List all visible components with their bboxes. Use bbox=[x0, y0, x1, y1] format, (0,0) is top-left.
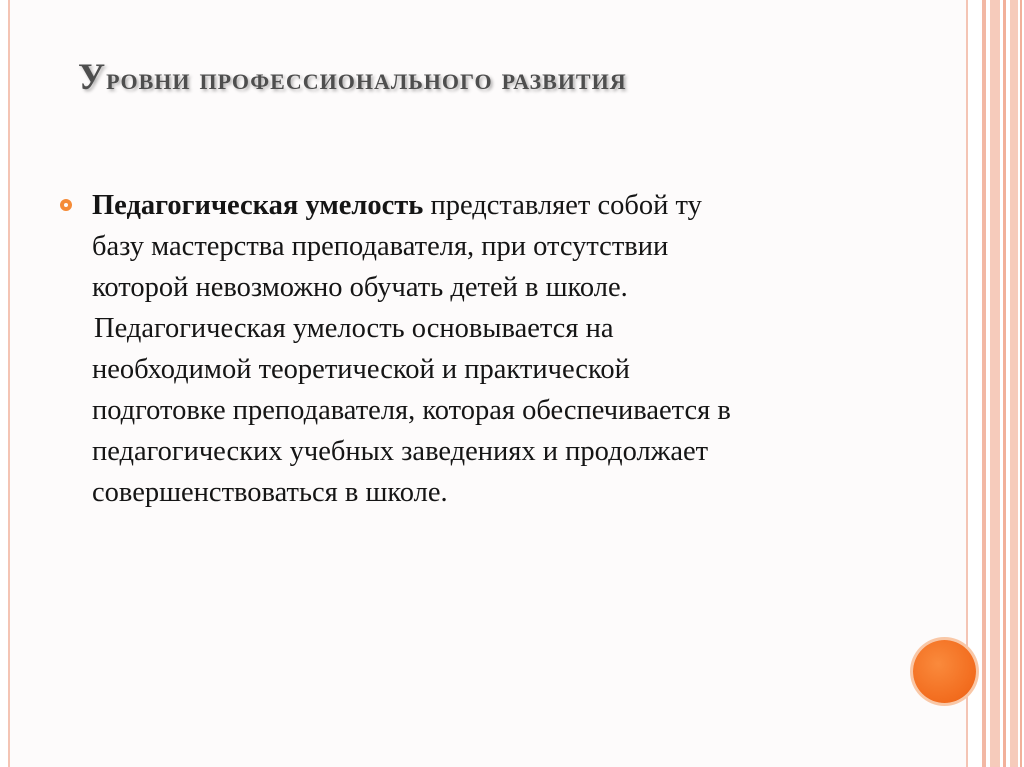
decor-stripe bbox=[990, 0, 1000, 767]
slide-title bbox=[78, 56, 938, 99]
decor-stripe bbox=[1010, 0, 1018, 767]
bullet-bold-term: Педагогическая умелость bbox=[92, 190, 424, 221]
bullet-line bbox=[92, 185, 892, 226]
bullet-line: необходимой теоретической и практической bbox=[92, 354, 630, 385]
decorative-orange-circle bbox=[913, 640, 976, 703]
bullet-ring-icon bbox=[60, 199, 72, 211]
bullet-line: которой невозможно обучать детей в школе. bbox=[92, 272, 628, 303]
bullet-line: Педагогическая умелость основывается на bbox=[94, 313, 614, 344]
bullet-line: базу мастерства преподавателя, при отсутствии bbox=[92, 231, 669, 262]
decor-stripe bbox=[1020, 0, 1022, 767]
decor-stripe bbox=[1003, 0, 1006, 767]
decor-stripe bbox=[982, 0, 986, 767]
bullet-text bbox=[92, 185, 892, 513]
bullet-line: педагогических учебных заведениях и продолжает bbox=[92, 436, 709, 467]
bullet-line: совершенствоваться в школе. bbox=[92, 477, 448, 508]
slide-title-rest: ровни профессионального развития bbox=[106, 60, 627, 96]
bullet-line-text: представляет собой ту bbox=[423, 190, 702, 221]
slide-title-initial: У bbox=[78, 57, 107, 98]
bullet-line: подготовке преподавателя, которая обеспечивается в bbox=[92, 395, 731, 426]
